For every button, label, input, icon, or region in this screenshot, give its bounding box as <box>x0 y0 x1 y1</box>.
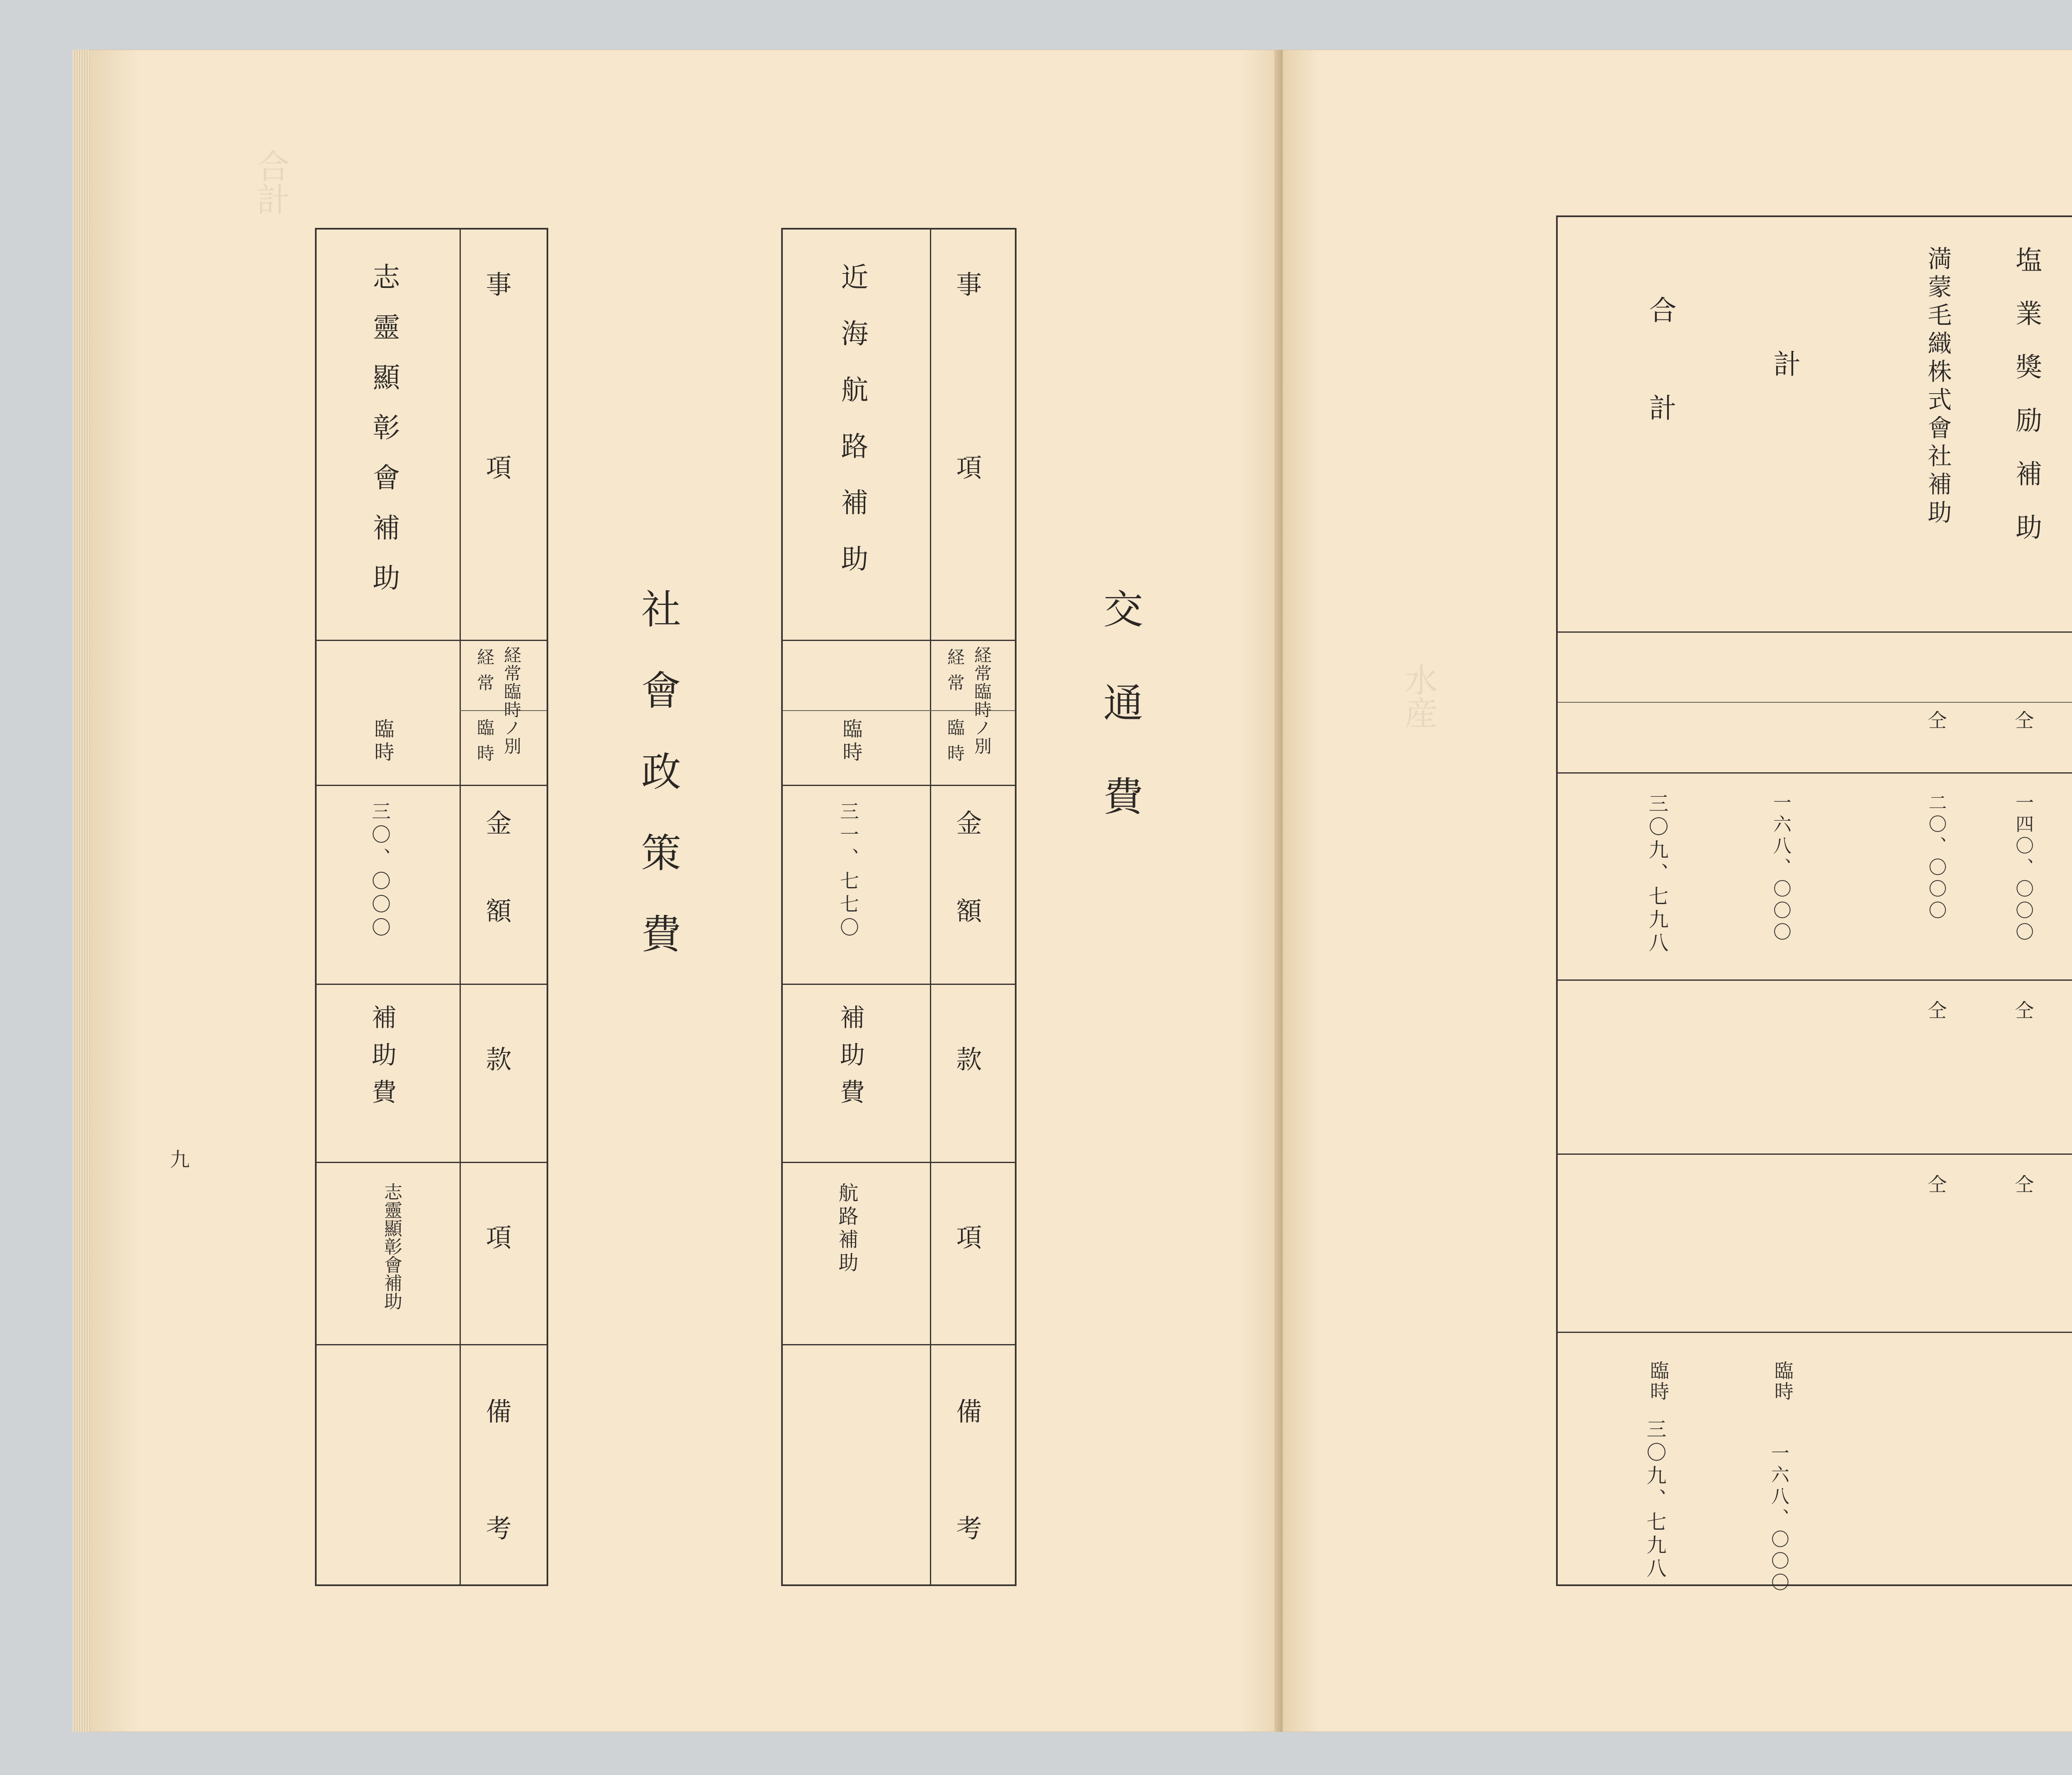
header-type: 経常臨時ノ別 <box>501 646 522 755</box>
social-policy-heading: 社會政策費 <box>635 588 681 994</box>
row-3-type: 仝 <box>1925 710 1947 729</box>
right-page <box>1283 50 2072 1732</box>
total-label: 合計 <box>1644 296 1676 491</box>
row-amount: 三一、七七〇 <box>837 801 859 941</box>
row-2-amount: 一四〇、〇〇〇 <box>2012 793 2033 944</box>
row-2-type: 仝 <box>2012 710 2034 729</box>
row-kou: 志靈顯彰會補助 <box>381 1183 402 1310</box>
header-type: 経常臨時ノ別 <box>972 646 992 755</box>
subtotal-remarks-amount: 一六八、〇〇〇 <box>1768 1444 1789 1594</box>
row-item: 近海航路補助 <box>836 263 868 601</box>
row-item: 志靈顯彰會補助 <box>368 263 400 614</box>
social-policy-table <box>315 228 548 1632</box>
subtotal-label: 計 <box>1769 350 1801 377</box>
header-amount: 金額 <box>952 810 982 985</box>
bleed-through-text: 水産 <box>1399 663 1438 729</box>
total-amount: 三〇九、七九八 <box>1645 793 1668 955</box>
row-3-amount: 二〇、〇〇〇 <box>1925 793 1946 922</box>
header-remarks: 備考 <box>952 1398 982 1632</box>
bleed-through-text: 合計 <box>251 149 290 215</box>
header-kou: 項 <box>482 1224 512 1250</box>
header-kou: 項 <box>952 1224 982 1250</box>
row-amount: 三〇、〇〇〇 <box>369 801 391 941</box>
left-page <box>89 50 1283 1732</box>
commerce-industry-table <box>1556 215 2072 1594</box>
header-kan: 款 <box>482 1046 512 1071</box>
total-remarks-amount: 三〇九、七九八 <box>1643 1419 1666 1581</box>
subtotal-remarks-type: 臨時 <box>1772 1361 1794 1402</box>
header-kan: 款 <box>952 1046 982 1071</box>
header-item: 事項 <box>482 271 512 637</box>
transport-heading: 交通費 <box>1097 588 1143 869</box>
row-kou: 航路補助 <box>835 1183 858 1275</box>
row-3-item: 満蒙毛織株式會社補助 <box>1924 246 1952 528</box>
header-amount: 金額 <box>482 810 512 985</box>
header-type-temporary: 臨時 <box>945 718 965 770</box>
row-type: 臨時 <box>839 718 862 765</box>
page-number-left: 九 <box>170 1148 190 1171</box>
row-2-kan: 仝 <box>2012 1000 2034 1019</box>
header-item: 事項 <box>952 271 982 637</box>
header-remarks: 備考 <box>482 1398 512 1632</box>
row-kan: 補助費 <box>368 1004 397 1116</box>
row-2-kou: 仝 <box>2012 1174 2034 1193</box>
subtotal-amount: 一六八、〇〇〇 <box>1770 793 1791 944</box>
row-3-kan: 仝 <box>1925 1000 1947 1019</box>
total-remarks-type: 臨時 <box>1647 1361 1670 1402</box>
open-book <box>89 50 2072 1732</box>
row-kan: 補助費 <box>836 1004 865 1116</box>
header-type-temporary: 臨時 <box>474 718 495 770</box>
transport-table <box>781 228 1017 1632</box>
row-type: 臨時 <box>371 718 394 765</box>
header-type-regular: 経常 <box>474 648 495 699</box>
row-2-item: 塩業獎励補助 <box>2011 246 2042 567</box>
row-3-kou: 仝 <box>1925 1174 1947 1193</box>
header-type-regular: 経常 <box>945 648 965 699</box>
